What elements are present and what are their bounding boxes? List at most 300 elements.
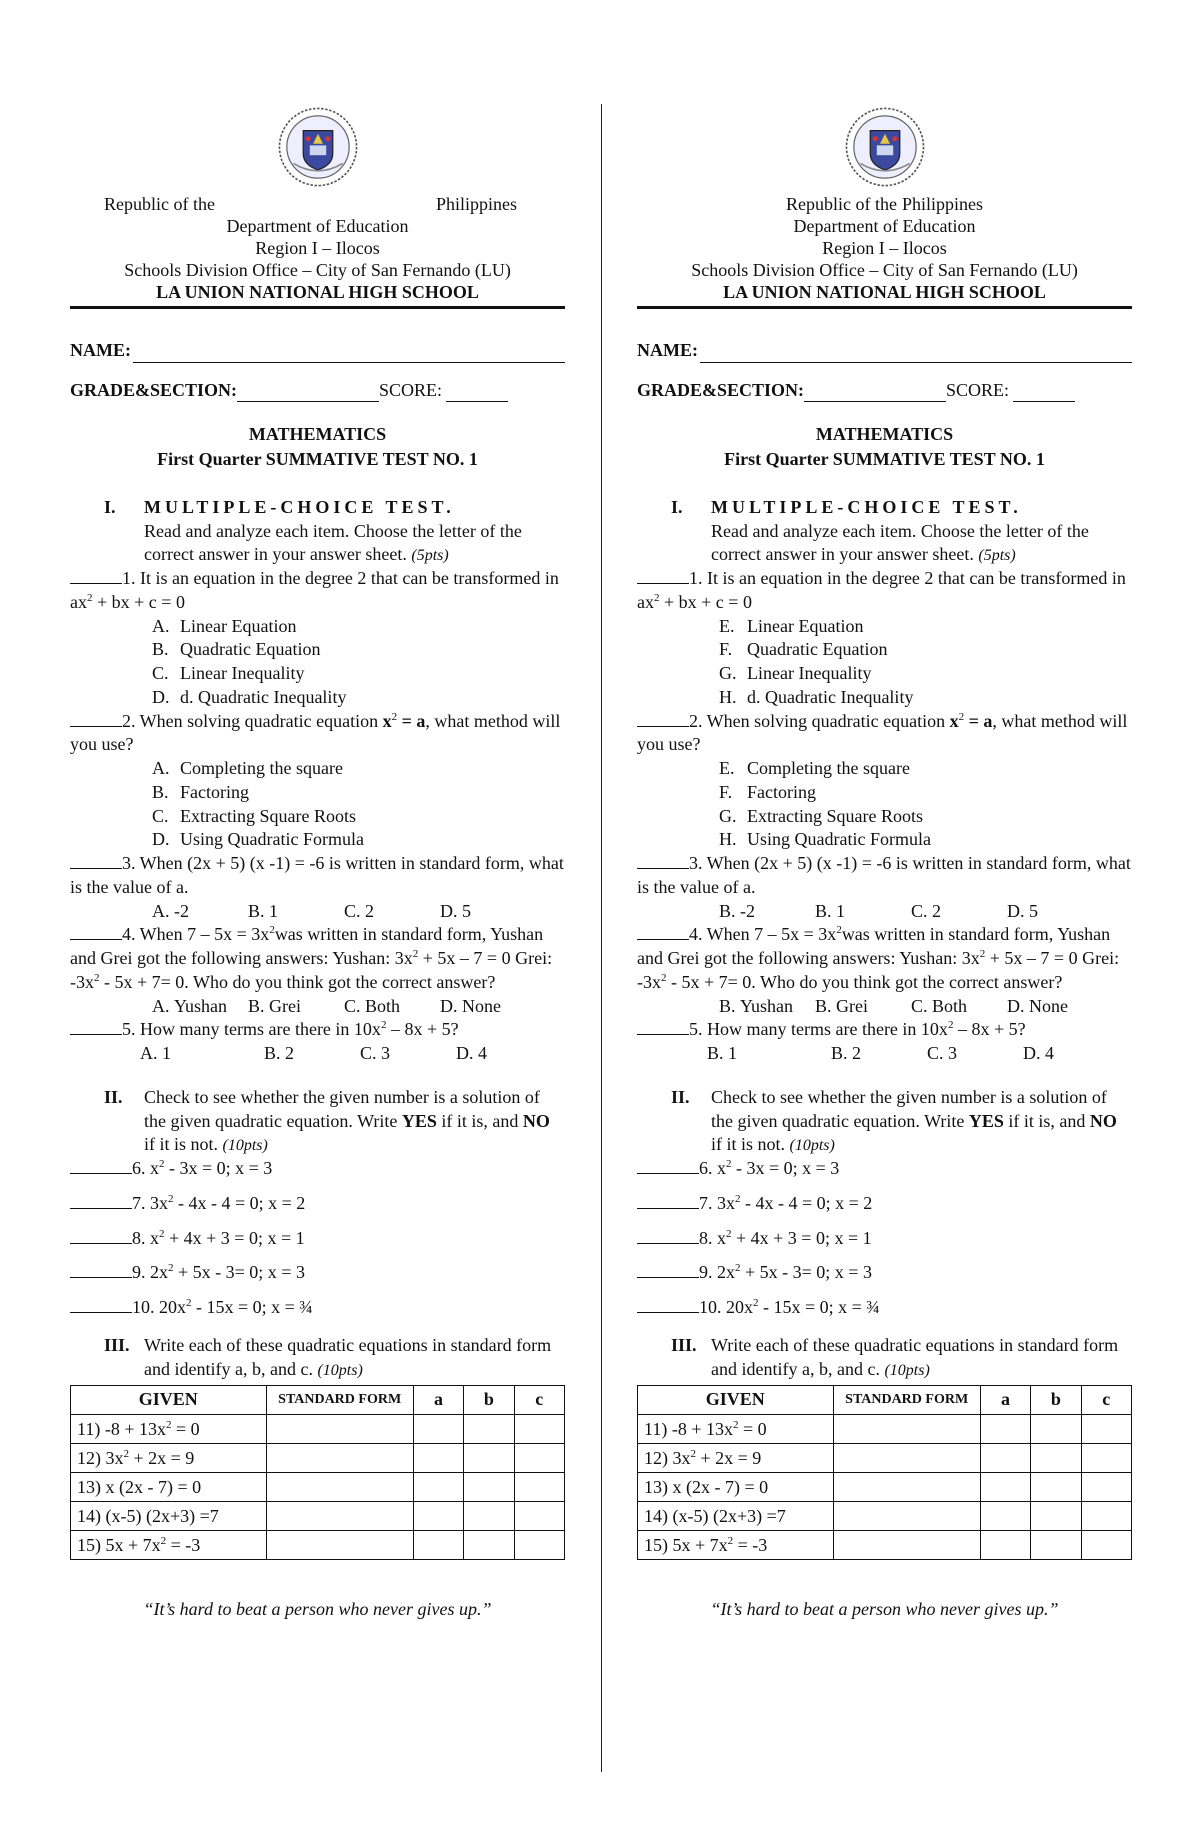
answer-blank-10[interactable] bbox=[70, 1297, 132, 1313]
q2-options bbox=[637, 757, 1132, 852]
item-text: 10. 20x bbox=[132, 1297, 186, 1318]
part1-num: I. bbox=[671, 496, 683, 517]
motivational-quote: “It’s hard to beat a person who never gives up.” bbox=[710, 1599, 1059, 1620]
q4-sup: 2 bbox=[412, 948, 419, 961]
item-text: 7. 3x bbox=[132, 1192, 168, 1213]
department: Department of Education bbox=[226, 215, 409, 236]
given-sup: 2 bbox=[690, 1447, 696, 1460]
q2-option bbox=[152, 828, 565, 852]
score-field[interactable] bbox=[446, 384, 508, 402]
q2-option bbox=[719, 805, 1132, 829]
option-text: 1 bbox=[728, 1043, 738, 1064]
q1-option bbox=[719, 686, 1132, 710]
grade-label: GRADE&SECTION: bbox=[70, 379, 238, 400]
q4-options bbox=[70, 995, 565, 1019]
right-test-copy bbox=[637, 100, 1132, 1622]
item-sup: 2 bbox=[186, 1297, 192, 1310]
q2-option bbox=[152, 781, 565, 805]
given-text: 11) -8 + 13x bbox=[77, 1418, 166, 1439]
part2-no: NO bbox=[522, 1110, 550, 1131]
question-6 bbox=[70, 1157, 565, 1181]
answer-cell[interactable] bbox=[266, 1531, 413, 1560]
q5-options bbox=[637, 1042, 1132, 1066]
part3-heading bbox=[637, 1334, 1132, 1382]
answer-cell[interactable] bbox=[413, 1473, 463, 1502]
q1-text: 1. It is an equation in the degree 2 that can be transformed in ax bbox=[637, 568, 1126, 612]
part2-instructions bbox=[711, 1086, 1132, 1157]
subject-title: MATHEMATICS bbox=[248, 424, 387, 445]
answer-cell[interactable] bbox=[514, 1531, 564, 1560]
q5-option: B. 2 bbox=[831, 1043, 862, 1064]
q1-sup: 2 bbox=[654, 591, 660, 604]
answer-blank-1[interactable] bbox=[637, 568, 689, 584]
question-10 bbox=[70, 1296, 565, 1320]
part1-heading bbox=[70, 496, 565, 567]
item-text-b: - 4x - 4 = 0; x = 2 bbox=[740, 1192, 873, 1213]
answer-cell[interactable] bbox=[1081, 1415, 1131, 1444]
part3-num: III. bbox=[104, 1334, 130, 1355]
q5-option-a bbox=[140, 1042, 264, 1066]
answer-blank-4[interactable] bbox=[637, 924, 689, 940]
part2-instructions bbox=[144, 1086, 565, 1157]
answer-blank-7[interactable] bbox=[70, 1193, 132, 1209]
option-text: Completing the square bbox=[180, 758, 343, 779]
subject-block bbox=[70, 422, 565, 472]
part2-heading bbox=[637, 1086, 1132, 1157]
answer-blank-8[interactable] bbox=[70, 1228, 132, 1244]
q5-option: C. 3 bbox=[360, 1043, 391, 1064]
part3-instr: Write each of these quadratic equations in standard form and identify a, b, and c. bbox=[711, 1334, 1119, 1379]
answer-cell[interactable] bbox=[464, 1473, 514, 1502]
q3-option-a bbox=[719, 900, 815, 924]
q4-text: 4. When 7 – 5x = 3x bbox=[689, 924, 837, 945]
q3-option-a bbox=[152, 900, 248, 924]
answer-blank-3[interactable] bbox=[637, 853, 689, 869]
answer-blank-10[interactable] bbox=[637, 1297, 699, 1313]
part3-num: III. bbox=[671, 1334, 697, 1355]
subject-block bbox=[637, 422, 1132, 472]
question-7 bbox=[70, 1192, 565, 1216]
option-letter: C. bbox=[152, 805, 169, 826]
question-1 bbox=[637, 567, 1132, 615]
question-3 bbox=[637, 852, 1132, 900]
answer-blank-2[interactable] bbox=[637, 711, 689, 727]
option-letter: A. bbox=[152, 758, 170, 779]
republic-text-2: Philippines bbox=[435, 194, 517, 214]
question-3 bbox=[70, 852, 565, 900]
part2-instr-2: if it is, and bbox=[1003, 1110, 1090, 1131]
q5-text-b: – 8x + 5? bbox=[953, 1019, 1026, 1040]
answer-cell[interactable] bbox=[514, 1473, 564, 1502]
q4-option: C. Both bbox=[911, 995, 968, 1016]
answer-cell[interactable] bbox=[1081, 1444, 1131, 1473]
option-letter: A. bbox=[152, 900, 170, 921]
given-sup: 2 bbox=[123, 1447, 129, 1460]
part1-heading bbox=[637, 496, 1132, 567]
question-2 bbox=[70, 710, 565, 758]
answer-blank-7[interactable] bbox=[637, 1193, 699, 1209]
answer-blank-2[interactable] bbox=[70, 711, 122, 727]
given-cell bbox=[638, 1415, 834, 1444]
letterhead bbox=[70, 194, 565, 304]
answer-cell[interactable] bbox=[1031, 1415, 1081, 1444]
republic-text-1: Republic of the bbox=[786, 194, 897, 214]
answer-cell[interactable] bbox=[413, 1502, 463, 1531]
option-letter: H. bbox=[719, 829, 737, 850]
q4-option: D. None bbox=[1007, 995, 1068, 1016]
name-row bbox=[637, 339, 1132, 363]
item-text: 8. x bbox=[699, 1227, 726, 1248]
question-6 bbox=[637, 1157, 1132, 1181]
question-2 bbox=[637, 710, 1132, 758]
option-text: Factoring bbox=[747, 781, 816, 802]
given-text: 15) 5x + 7x bbox=[77, 1534, 161, 1555]
table-header bbox=[638, 1386, 1132, 1415]
grade-score-row bbox=[637, 379, 1132, 403]
score-label: SCORE: bbox=[379, 379, 443, 400]
header-rule bbox=[70, 306, 565, 309]
part2-instr-3: if it is not. bbox=[711, 1134, 786, 1155]
option-letter: C. bbox=[152, 663, 169, 684]
q2-option bbox=[152, 805, 565, 829]
name-label: NAME: bbox=[637, 339, 698, 360]
part1-instructions bbox=[711, 496, 1132, 567]
item-sup: 2 bbox=[726, 1158, 732, 1171]
q4-sup: 2 bbox=[661, 971, 667, 984]
answer-cell[interactable] bbox=[1081, 1473, 1131, 1502]
item-sup: 2 bbox=[159, 1158, 165, 1171]
item-text: 9. 2x bbox=[132, 1262, 168, 1283]
answer-cell[interactable] bbox=[980, 1473, 1030, 1502]
q5-option-a bbox=[707, 1042, 831, 1066]
name-field[interactable] bbox=[133, 345, 565, 363]
q5-sup: 2 bbox=[380, 1019, 387, 1032]
part2-instr-1: Check to see whether the given number is a solution of the given quadratic equation. Write bbox=[711, 1086, 1107, 1131]
answer-cell[interactable] bbox=[833, 1502, 980, 1531]
item-sup: 2 bbox=[753, 1297, 759, 1310]
option-letter: F. bbox=[719, 781, 733, 802]
name-label: NAME: bbox=[70, 339, 131, 360]
deped-seal-logo bbox=[844, 106, 926, 188]
given-cell bbox=[71, 1444, 267, 1473]
answer-cell[interactable] bbox=[413, 1444, 463, 1473]
part2-heading bbox=[70, 1086, 565, 1157]
answer-cell[interactable] bbox=[980, 1502, 1030, 1531]
option-letter: D. bbox=[152, 829, 170, 850]
option-text: Linear Inequality bbox=[180, 663, 305, 684]
q1-options bbox=[637, 615, 1132, 710]
letterhead bbox=[637, 194, 1132, 304]
answer-cell[interactable] bbox=[514, 1415, 564, 1444]
motivational-quote: “It’s hard to beat a person who never gives up.” bbox=[143, 1599, 492, 1620]
answer-blank-1[interactable] bbox=[70, 568, 122, 584]
q3-options bbox=[637, 900, 1132, 924]
answer-blank-9[interactable] bbox=[637, 1262, 699, 1278]
answer-cell[interactable] bbox=[464, 1502, 514, 1531]
answer-cell[interactable] bbox=[266, 1502, 413, 1531]
option-text: Completing the square bbox=[747, 758, 910, 779]
col-given: GIVEN bbox=[638, 1386, 834, 1415]
q5-sup: 2 bbox=[947, 1019, 954, 1032]
item-text: 6. x bbox=[132, 1158, 159, 1179]
part3-heading bbox=[70, 1334, 565, 1382]
col-b: b bbox=[464, 1386, 514, 1415]
answer-cell[interactable] bbox=[1031, 1531, 1081, 1560]
answer-cell[interactable] bbox=[980, 1444, 1030, 1473]
test-title: First Quarter SUMMATIVE TEST NO. 1 bbox=[157, 449, 478, 470]
name-field[interactable] bbox=[700, 345, 1132, 363]
q3-option: D. 5 bbox=[440, 900, 471, 921]
answer-cell[interactable] bbox=[833, 1531, 980, 1560]
q1-option bbox=[152, 615, 565, 639]
table-row bbox=[638, 1444, 1132, 1473]
answer-blank-8[interactable] bbox=[637, 1228, 699, 1244]
answer-cell[interactable] bbox=[980, 1415, 1030, 1444]
given-text: 12) 3x bbox=[77, 1447, 124, 1468]
answer-blank-6[interactable] bbox=[70, 1158, 132, 1174]
grade-field[interactable] bbox=[804, 384, 946, 402]
score-field[interactable] bbox=[1013, 384, 1075, 402]
col-c: c bbox=[1081, 1386, 1131, 1415]
answer-cell[interactable] bbox=[1031, 1473, 1081, 1502]
part2-yes: YES bbox=[968, 1110, 1004, 1131]
answer-cell[interactable] bbox=[514, 1502, 564, 1531]
option-letter: A. bbox=[152, 615, 170, 636]
answer-cell[interactable] bbox=[1081, 1531, 1131, 1560]
part3-instructions bbox=[711, 1334, 1132, 1382]
option-text: Using Quadratic Formula bbox=[180, 829, 364, 850]
republic-line bbox=[637, 194, 1132, 216]
question-9 bbox=[70, 1261, 565, 1285]
question-5 bbox=[70, 1018, 565, 1042]
part3-pts: (10pts) bbox=[317, 1361, 363, 1379]
q4-text-c: + 5x – 7 = 0 Grei: -3x bbox=[637, 948, 1120, 992]
answer-cell[interactable] bbox=[413, 1415, 463, 1444]
item-text: 6. x bbox=[699, 1158, 726, 1179]
q3-option: C. 2 bbox=[344, 900, 375, 921]
question-7 bbox=[637, 1192, 1132, 1216]
table-row bbox=[638, 1415, 1132, 1444]
given-text-b: = -3 bbox=[166, 1534, 201, 1555]
answer-cell[interactable] bbox=[980, 1531, 1030, 1560]
answer-cell[interactable] bbox=[464, 1531, 514, 1560]
answer-cell[interactable] bbox=[833, 1415, 980, 1444]
part2-yes: YES bbox=[401, 1110, 437, 1131]
part1-pts: (5pts) bbox=[978, 547, 1016, 565]
q4-option: C. Both bbox=[344, 995, 401, 1016]
answer-cell[interactable] bbox=[1031, 1444, 1081, 1473]
q4-sup: 2 bbox=[269, 924, 275, 937]
q4-option: B. Grei bbox=[815, 995, 868, 1016]
option-text: -2 bbox=[740, 900, 756, 921]
q5-text-b: – 8x + 5? bbox=[386, 1019, 459, 1040]
option-text: Quadratic Equation bbox=[747, 639, 888, 660]
table-row bbox=[638, 1502, 1132, 1531]
q3-options bbox=[70, 900, 565, 924]
answer-cell[interactable] bbox=[266, 1415, 413, 1444]
item-text: 8. x bbox=[132, 1227, 159, 1248]
part3-instructions bbox=[144, 1334, 565, 1382]
given-text: 11) -8 + 13x bbox=[644, 1418, 733, 1439]
q2-eq: = a bbox=[964, 710, 993, 731]
col-b: b bbox=[1031, 1386, 1081, 1415]
q4-sup: 2 bbox=[94, 971, 100, 984]
deped-seal-logo bbox=[277, 106, 359, 188]
given-sup: 2 bbox=[732, 1418, 739, 1431]
option-text: Factoring bbox=[180, 781, 249, 802]
score-label: SCORE: bbox=[946, 379, 1010, 400]
answer-blank-5[interactable] bbox=[70, 1019, 122, 1035]
table-row bbox=[71, 1473, 565, 1502]
answer-cell[interactable] bbox=[833, 1473, 980, 1502]
given-cell: 13) x (2x - 7) = 0 bbox=[638, 1473, 834, 1502]
item-text-b: + 4x + 3 = 0; x = 1 bbox=[731, 1227, 872, 1248]
option-text: Yushan bbox=[174, 995, 227, 1016]
answer-table bbox=[70, 1385, 565, 1560]
answer-blank-6[interactable] bbox=[637, 1158, 699, 1174]
q3-text: 3. When (2x + 5) (x -1) = -6 is written in standard form, what is the value of a. bbox=[637, 853, 1131, 897]
item-text: 9. 2x bbox=[699, 1262, 735, 1283]
grade-score-row bbox=[70, 379, 565, 403]
left-test-copy bbox=[70, 100, 565, 1622]
division: Schools Division Office – City of San Fernando (LU) bbox=[124, 259, 511, 280]
answer-cell[interactable] bbox=[514, 1444, 564, 1473]
question-9 bbox=[637, 1261, 1132, 1285]
part2-instr-3: if it is not. bbox=[144, 1134, 219, 1155]
option-text: Linear Inequality bbox=[747, 663, 872, 684]
grade-field[interactable] bbox=[237, 384, 379, 402]
answer-cell[interactable] bbox=[1081, 1502, 1131, 1531]
answer-cell[interactable] bbox=[413, 1531, 463, 1560]
school-name: LA UNION NATIONAL HIGH SCHOOL bbox=[723, 281, 1046, 302]
q2-option bbox=[719, 828, 1132, 852]
col-c: c bbox=[514, 1386, 564, 1415]
item-text-b: + 5x - 3= 0; x = 3 bbox=[173, 1262, 305, 1283]
answer-cell[interactable] bbox=[464, 1444, 514, 1473]
question-4 bbox=[70, 923, 565, 994]
part2-num: II. bbox=[671, 1086, 690, 1107]
table-row bbox=[71, 1415, 565, 1444]
item-sup: 2 bbox=[168, 1192, 174, 1205]
q4-option-a bbox=[152, 995, 248, 1019]
table-row bbox=[71, 1502, 565, 1531]
part2-pts: (10pts) bbox=[789, 1137, 835, 1155]
q4-text-b: was written in standard form, Yushan and Grei got the following answers: Yushan: 3x bbox=[637, 924, 1111, 969]
given-sup: 2 bbox=[727, 1534, 734, 1547]
given-cell: 14) (x-5) (2x+3) =7 bbox=[638, 1502, 834, 1531]
item-text-b: - 15x = 0; x = ¾ bbox=[191, 1297, 313, 1318]
given-sup: 2 bbox=[165, 1418, 172, 1431]
part1-pts: (5pts) bbox=[411, 547, 449, 565]
answer-blank-4[interactable] bbox=[70, 924, 122, 940]
school-name: LA UNION NATIONAL HIGH SCHOOL bbox=[156, 281, 479, 302]
answer-cell[interactable] bbox=[266, 1473, 413, 1502]
q2-text-b: , what method will you use? bbox=[637, 710, 1128, 755]
option-text: Linear Equation bbox=[180, 615, 297, 636]
subject-title: MATHEMATICS bbox=[815, 424, 954, 445]
republic-text-2: Philippines bbox=[901, 194, 983, 214]
q3-option: B. 1 bbox=[248, 900, 279, 921]
q4-option-a bbox=[719, 995, 815, 1019]
answer-blank-9[interactable] bbox=[70, 1262, 132, 1278]
test-title: First Quarter SUMMATIVE TEST NO. 1 bbox=[724, 449, 1045, 470]
q2-x: x bbox=[949, 710, 959, 731]
option-text: d. Quadratic Inequality bbox=[180, 686, 347, 707]
option-text: -2 bbox=[174, 900, 189, 921]
item-text-b: - 15x = 0; x = ¾ bbox=[758, 1297, 880, 1318]
option-text: Quadratic Equation bbox=[180, 639, 321, 660]
given-text-b: = 0 bbox=[171, 1418, 200, 1439]
part1-instr: Read and analyze each item. Choose the letter of the correct answer in your answer sheet. bbox=[711, 520, 1089, 565]
part1-title: MULTIPLE-CHOICE TEST. bbox=[144, 496, 455, 517]
option-text: Extracting Square Roots bbox=[180, 805, 356, 826]
item-text: 10. 20x bbox=[699, 1297, 753, 1318]
given-text-b: + 2x = 9 bbox=[696, 1447, 762, 1468]
item-sup: 2 bbox=[168, 1262, 174, 1275]
q3-option: C. 2 bbox=[911, 900, 942, 921]
given-text-b: + 2x = 9 bbox=[129, 1447, 195, 1468]
q5-option: C. 3 bbox=[927, 1043, 958, 1064]
q1-text-b: + bx + c = 0 bbox=[659, 591, 752, 612]
answer-cell[interactable] bbox=[464, 1415, 514, 1444]
option-letter: B. bbox=[707, 1043, 724, 1064]
col-a: a bbox=[413, 1386, 463, 1415]
answer-cell[interactable] bbox=[833, 1444, 980, 1473]
name-row bbox=[70, 339, 565, 363]
answer-cell[interactable] bbox=[1031, 1502, 1081, 1531]
q2-text-b: , what method will you use? bbox=[70, 710, 561, 755]
q4-text-d: - 5x + 7= 0. Who do you think got the correct answer? bbox=[666, 971, 1063, 992]
q1-options bbox=[70, 615, 565, 710]
given-cell: 14) (x-5) (2x+3) =7 bbox=[71, 1502, 267, 1531]
option-letter: B. bbox=[152, 639, 169, 660]
q1-option bbox=[152, 662, 565, 686]
answer-blank-5[interactable] bbox=[637, 1019, 689, 1035]
part1-title: MULTIPLE-CHOICE TEST. bbox=[711, 496, 1022, 517]
option-text: Linear Equation bbox=[747, 615, 864, 636]
q1-option bbox=[152, 638, 565, 662]
q3-text: 3. When (2x + 5) (x -1) = -6 is written in standard form, what is the value of a. bbox=[70, 853, 564, 897]
item-sup: 2 bbox=[726, 1227, 732, 1240]
q4-text-d: - 5x + 7= 0. Who do you think got the correct answer? bbox=[99, 971, 496, 992]
option-text: d. Quadratic Inequality bbox=[747, 686, 914, 707]
part2-no: NO bbox=[1089, 1110, 1117, 1131]
option-letter: B. bbox=[152, 781, 169, 802]
table-row bbox=[638, 1531, 1132, 1560]
option-letter: H. bbox=[719, 686, 737, 707]
given-cell: 13) x (2x - 7) = 0 bbox=[71, 1473, 267, 1502]
answer-blank-3[interactable] bbox=[70, 853, 122, 869]
q5-text: 5. How many terms are there in 10x bbox=[122, 1019, 381, 1040]
part2-num: II. bbox=[104, 1086, 123, 1107]
option-text: Yushan bbox=[740, 995, 794, 1016]
department: Department of Education bbox=[793, 215, 976, 236]
question-5 bbox=[637, 1018, 1132, 1042]
item-text-b: - 3x = 0; x = 3 bbox=[164, 1158, 273, 1179]
q2-sup: 2 bbox=[958, 710, 965, 723]
item-text-b: - 3x = 0; x = 3 bbox=[731, 1158, 840, 1179]
item-sup: 2 bbox=[735, 1262, 741, 1275]
answer-cell[interactable] bbox=[266, 1444, 413, 1473]
part2-instr-1: Check to see whether the given number is a solution of the given quadratic equation. Write bbox=[144, 1086, 540, 1131]
q4-sup: 2 bbox=[836, 924, 842, 937]
col-standard-form: STANDARD FORM bbox=[833, 1386, 980, 1415]
part2-pts: (10pts) bbox=[222, 1137, 268, 1155]
q2-text: 2. When solving quadratic equation bbox=[122, 710, 383, 731]
item-sup: 2 bbox=[735, 1192, 741, 1205]
table-header bbox=[71, 1386, 565, 1415]
option-letter: D. bbox=[152, 686, 170, 707]
